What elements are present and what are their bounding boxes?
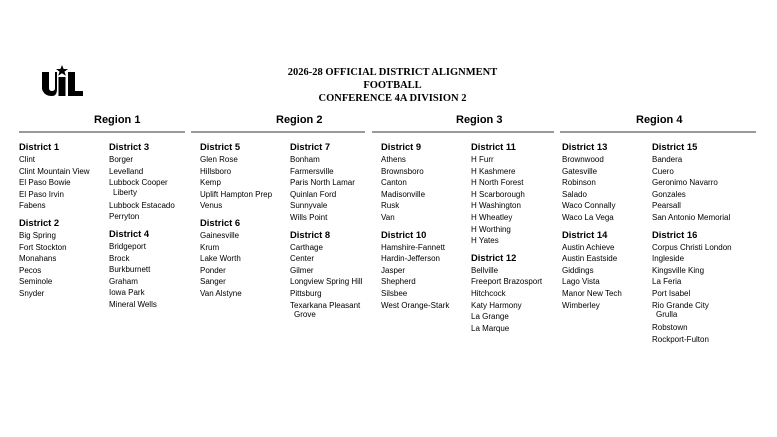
school-item: Gatesville [562,166,598,176]
district-column [19,141,111,305]
school-item: Manor New Tech [562,288,622,298]
school-item: Levelland [109,166,144,176]
school-item: Big Spring [19,230,56,240]
title-line-2: FOOTBALL [363,80,422,91]
district-heading: District 9 [381,141,422,152]
region-2-heading: Region 2 [276,114,323,126]
district-heading: District 3 [109,141,150,152]
school-item: Rockport-Fulton [652,334,709,344]
school-item: Glen Rose [200,155,238,164]
school-item: Monahans [19,254,57,264]
school-item: Quinlan Ford [290,189,337,199]
school-item: Sanger [200,277,226,287]
district-heading: District 15 [652,141,698,152]
school-list [562,242,654,312]
school-item: Robstown [652,323,688,333]
district-heading: District 14 [562,228,608,240]
school-item: Hillsboro [200,166,232,176]
school-item: Brock [109,253,130,263]
school-item: Longview Spring Hill [290,277,363,287]
region-4-rule [560,131,756,133]
school-item: H Worthing [471,224,511,234]
school-list [109,241,201,311]
school-item: Waco La Vega [562,212,614,222]
district-column [471,141,563,339]
school-item: Seminole [19,277,53,287]
school-item: Snyder [19,288,45,298]
school-list [562,154,654,224]
school-item: H Scarborough [471,189,525,199]
district-heading: District 1 [19,141,60,152]
school-item: Van [381,212,395,222]
school-item: H North Forest [471,178,524,188]
school-item: H Wheatley [471,212,513,222]
school-list [652,154,762,224]
region-3-rule [372,131,554,133]
school-item: Perryton [109,212,140,222]
school-item: Iowa Park [109,288,145,298]
school-item: Van Alstyne [200,288,242,298]
title-line-3: CONFERENCE 4A DIVISION 2 [318,93,467,104]
school-list [19,230,111,300]
school-item: La Marque [471,323,510,333]
school-item: Freeport Brazosport [471,277,543,287]
district-column [290,141,382,324]
school-item: Rusk [381,201,400,211]
school-item: Clint Mountain View [19,166,90,176]
school-list [471,154,563,247]
school-item: Wills Point [290,212,328,222]
school-list [652,242,762,346]
school-item: Pearsall [652,201,681,211]
school-item: Giddings [562,265,594,275]
school-item: Brownsboro [381,166,424,176]
school-item: Gonzales [652,189,686,199]
school-item: Canton [381,178,407,188]
school-item: Clint [19,155,36,164]
district-heading: District 8 [290,228,331,240]
school-item: Shepherd [381,277,416,287]
school-item: Fabens [19,201,46,211]
school-item: El Paso Bowie [19,178,71,188]
school-item: La Feria [652,277,682,287]
school-item: Port Isabel [652,288,691,298]
school-item: Uplift Hampton Prep [200,189,273,199]
school-item: H Washington [471,201,521,211]
school-item: Fort Stockton [19,242,67,252]
school-item: Pittsburg [290,288,322,298]
school-item: Rio Grande City Grulla [652,300,709,320]
school-item: H Furr [471,155,494,164]
school-item: Salado [562,189,587,199]
school-list [109,154,201,223]
school-item: Lubbock Cooper Liberty [109,178,168,197]
school-item: Hamshire-Fannett [381,242,446,252]
region-2-rule [191,131,365,133]
school-item: Cuero [652,166,674,176]
school-item: Brownwood [562,155,604,164]
region-1-heading: Region 1 [94,114,141,126]
school-item: Kemp [200,178,221,188]
school-item: Kingsville King [652,265,705,275]
district-column [652,141,762,350]
title-line-1: 2026-28 OFFICIAL DISTRICT ALIGNMENT [287,67,498,78]
school-item: Ponder [200,265,226,275]
school-item: Borger [109,155,134,164]
school-item: Paris North Lamar [290,178,355,188]
school-item: H Kashmere [471,166,516,176]
district-heading: District 7 [290,141,331,152]
district-heading: District 12 [471,251,517,263]
school-item: Graham [109,276,138,286]
district-column [562,141,654,316]
school-item: Hitchcock [471,288,506,298]
school-item: Silsbee [381,288,408,298]
region-4-heading: Region 4 [636,114,683,126]
school-item: Mineral Wells [109,299,157,309]
district-heading: District 5 [200,141,241,152]
district-column [200,141,292,305]
school-item: El Paso Irvin [19,189,64,199]
school-list [200,230,292,300]
document-title [0,66,777,105]
school-item: Austin Eastside [562,254,618,264]
school-item: H Yates [471,236,499,246]
district-heading: District 10 [381,228,427,240]
school-list [290,154,382,224]
school-item: Carthage [290,242,323,252]
school-item: Ingleside [652,254,685,264]
school-list [381,242,473,312]
region-3-heading: Region 3 [456,114,503,126]
school-item: West Orange-Stark [381,300,450,310]
region-1-rule [19,131,185,133]
district-heading: District 4 [109,227,150,239]
school-item: Center [290,254,315,264]
school-list [381,154,473,224]
school-item: Farmersville [290,166,334,176]
school-item: La Grange [471,312,509,322]
school-item: Bandera [652,155,683,164]
school-list [200,154,292,212]
district-heading: District 6 [200,216,241,228]
district-heading: District 2 [19,216,60,228]
school-list [19,154,111,212]
district-column [381,141,473,316]
district-heading: District 16 [652,228,698,240]
district-heading: District 13 [562,141,608,152]
school-item: Athens [381,155,406,164]
school-item: Bellville [471,265,499,275]
school-item: Waco Connally [562,201,616,211]
school-item: Wimberley [562,300,600,310]
school-list [290,242,382,320]
school-item: Burkburnett [109,265,151,275]
school-item: Pecos [19,265,42,275]
school-item: Madisonville [381,189,426,199]
school-item: Geronimo Navarro [652,178,718,188]
school-item: Venus [200,201,223,211]
school-item: Gainesville [200,230,240,240]
school-item: Robinson [562,178,596,188]
school-item: Sunnyvale [290,201,328,211]
school-list [471,265,563,335]
school-item: San Antonio Memorial [652,212,731,222]
school-item: Bridgeport [109,241,146,251]
school-item: Lago Vista [562,277,600,287]
school-item: Corpus Christi London [652,242,732,252]
school-item: Austin Achieve [562,242,615,252]
district-heading: District 11 [471,141,516,152]
school-item: Lubbock Estacado [109,200,175,210]
school-item: Bonham [290,155,320,164]
school-item: Gilmer [290,265,314,275]
school-item: Krum [200,242,220,252]
school-item: Jasper [381,265,406,275]
school-item: Lake Worth [200,254,241,264]
school-item: Texarkana Pleasant Grove [290,300,361,320]
school-item: Hardin-Jefferson [381,254,440,264]
district-column [109,141,201,316]
school-item: Katy Harmony [471,300,522,310]
